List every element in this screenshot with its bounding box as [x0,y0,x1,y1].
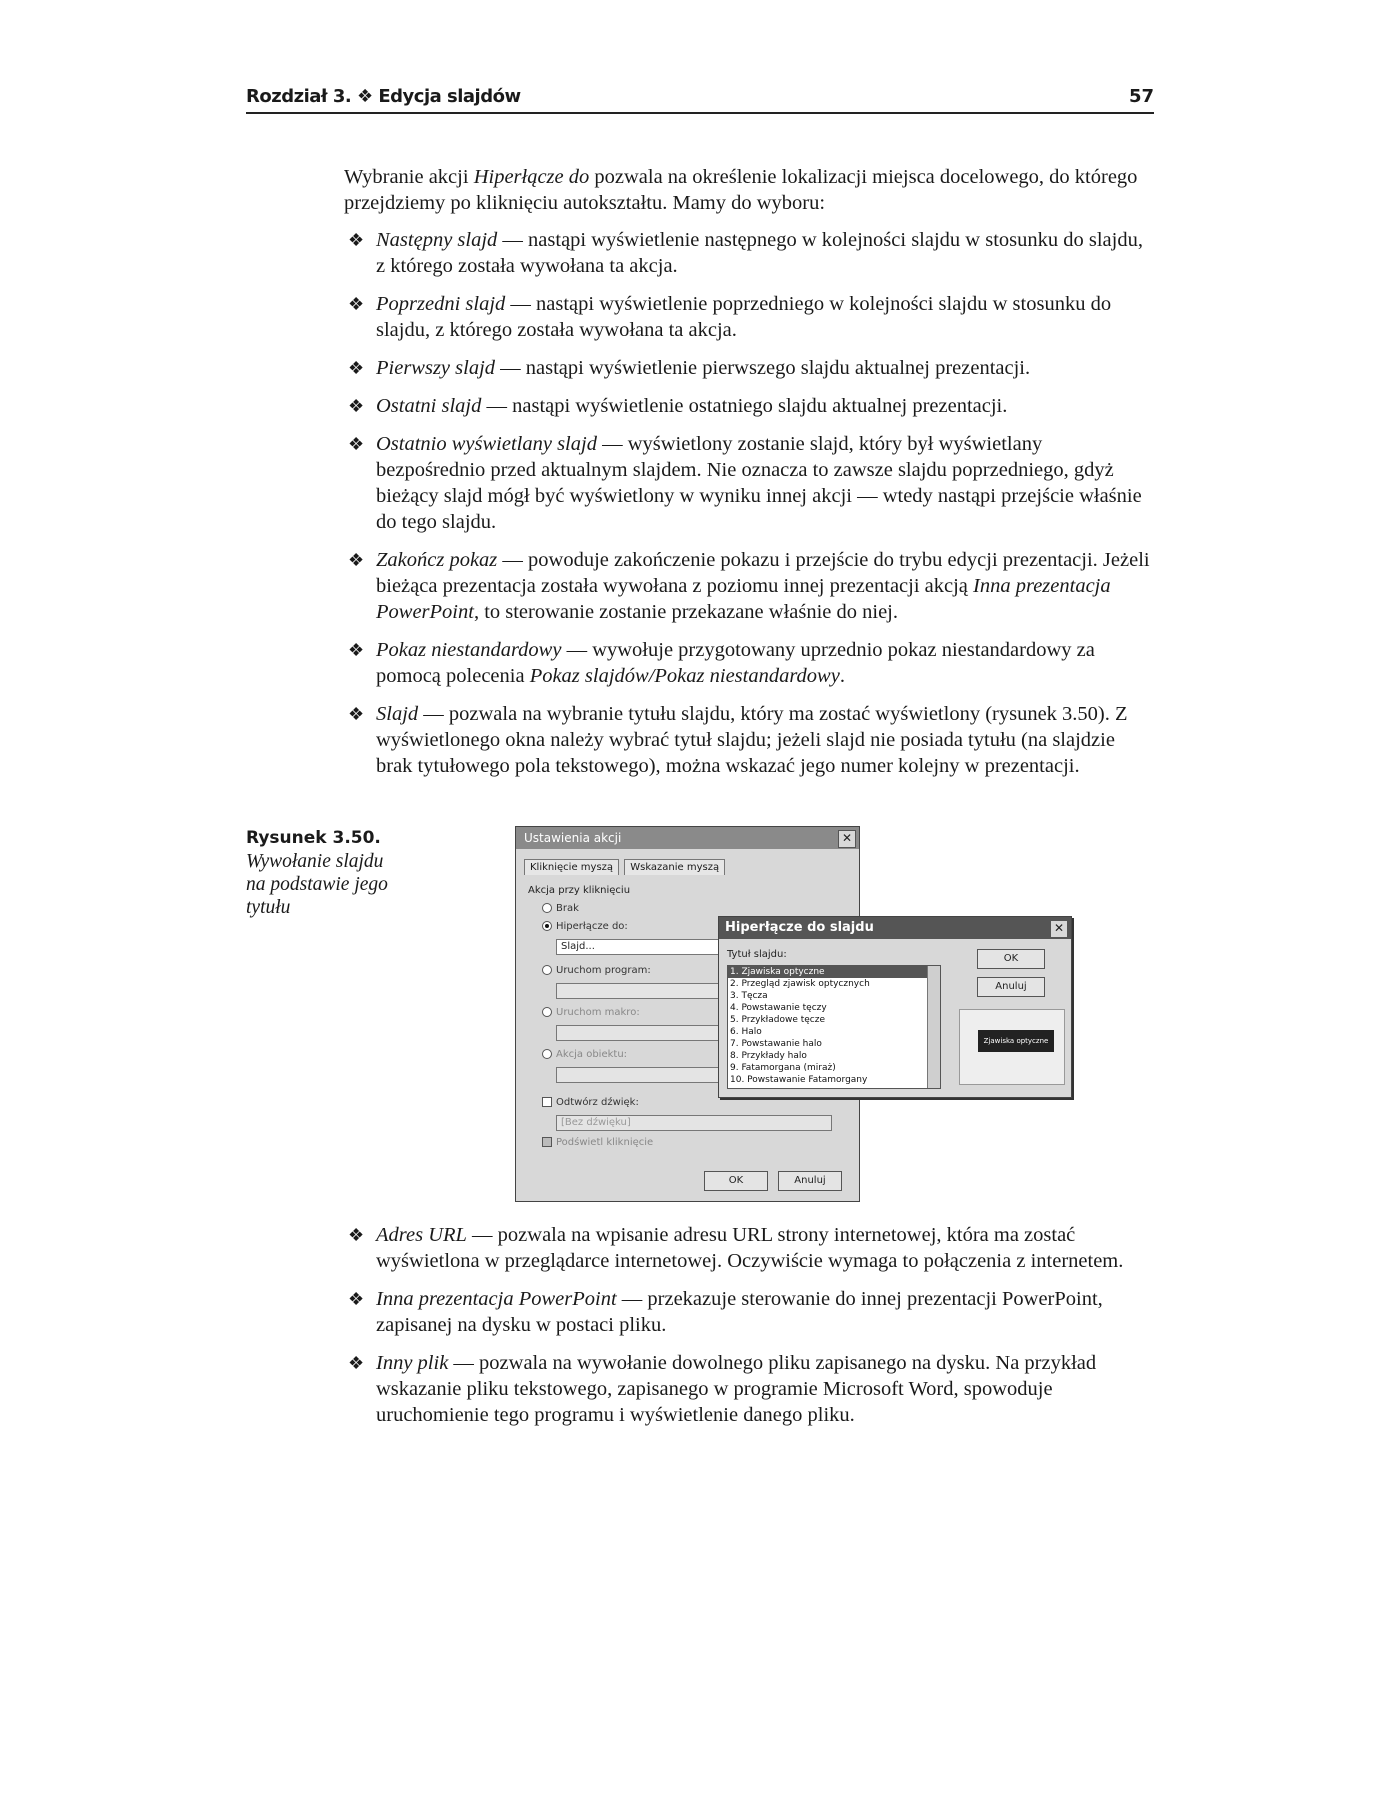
list-item [344,547,1154,625]
checkbox-icon [542,1137,552,1147]
dialog-title: Hiperłącze do slajdu [725,920,874,935]
radio-icon [542,903,552,913]
list-item[interactable]: 1. Zjawiska optyczne [728,966,940,978]
running-head [246,86,1154,114]
diamond-bullet-icon: ❖ [348,1353,365,1373]
checkbox-label: Podświetl kliknięcie [556,1137,654,1148]
list-item[interactable]: 4. Powstawanie tęczy [730,1003,827,1013]
item-desc: — wyświetlony zostanie slajd, który był wyświetlany bezpośrednio przed aktualnym slajdem. Nie oznacza to zawsze slajdu poprzedniego, gdyż bieżący slajd mógł być wyświetlony w wyniku innej akcji — wtedy nastąpi przejście właśnie do tego slajdu. [376,433,1142,533]
intro-term: Hiperłącze do [473,166,590,188]
ok-button[interactable]: OK [704,1171,768,1191]
intro-text: Wybranie akcji [344,166,474,188]
diamond-bullet-icon: ❖ [348,396,365,416]
list-item [344,1222,1154,1274]
cancel-button[interactable]: Anuluj [778,1171,842,1191]
tab-mouse-over[interactable]: Wskazanie myszą [624,859,725,875]
chapter-title: Rozdział 3. ❖ Edycja slajdów [246,86,521,107]
diamond-bullet-icon: ❖ [348,294,365,314]
checkbox-icon [542,1097,552,1107]
diamond-bullet-icon: ❖ [348,358,365,378]
item-term: Inna prezentacja PowerPoint [376,1288,617,1310]
item-desc: — wywołuje przygotowany uprzednio pokaz niestandardowy za pomocą polecenia [376,639,1095,687]
dialog-titlebar [719,917,1071,939]
item-desc-2: . [839,665,845,687]
close-icon[interactable]: ✕ [1050,920,1068,938]
checkbox-label: Odtwórz dźwięk: [556,1097,639,1108]
item-term-2: Pokaz slajdów/Pokaz niestandardowy [529,665,840,687]
item-term: Slajd [376,703,419,725]
list-item [344,355,1154,381]
item-desc: — powoduje zakończenie pokazu i przejście do trybu edycji prezentacji. Jeżeli bieżąca prezentacja została wywołana z poziomu innej prezentacji akcją [376,549,1150,597]
item-term: Ostatnio wyświetlany slajd [376,433,597,455]
radio-none[interactable] [542,903,579,914]
list-item [344,701,1154,779]
list-item[interactable]: 7. Powstawanie halo [730,1039,822,1049]
tab-bar [524,859,727,875]
item-term: Ostatni slajd [376,395,482,417]
radio-label: Brak [556,903,579,914]
list-item[interactable]: 2. Przegląd zjawisk optycznych [730,979,870,989]
action-list-2 [344,1222,1154,1440]
item-desc: — nastąpi wyświetlenie pierwszego slajdu aktualnej prezentacji. [495,357,1031,379]
hyperlink-select[interactable]: Slajd... [556,939,822,955]
diamond-bullet-icon: ❖ [348,704,365,724]
list-item [344,431,1154,535]
action-list-1 [344,227,1154,791]
hyperlink-to-slide-dialog [718,916,1072,1098]
list-item[interactable]: 10. Powstawanie Fatamorgany [730,1075,868,1085]
figure-description: Wywołanie slajdu na podstawie jego tytułu [246,851,388,918]
radio-run-program[interactable] [542,965,651,976]
radio-selected-icon [542,921,552,931]
item-desc-2: , to sterowanie zostanie przekazane właśnie do niej. [473,601,899,623]
highlight-checkbox[interactable] [542,1137,653,1148]
radio-hyperlink[interactable] [542,921,628,932]
figure-caption [246,826,406,919]
list-item [344,1286,1154,1338]
diamond-bullet-icon: ❖ [348,434,365,454]
figure-number: Rysunek 3.50. [246,828,381,848]
slide-title-label: Tytuł slajdu: [727,949,787,960]
item-term: Pokaz niestandardowy [376,639,562,661]
item-term: Adres URL [376,1224,467,1246]
diamond-bullet-icon: ❖ [348,1225,365,1245]
item-term: Zakończ pokaz [376,549,498,571]
list-item [344,637,1154,689]
cancel-button[interactable]: Anuluj [977,977,1045,997]
ok-button[interactable]: OK [977,949,1045,969]
radio-label: Hiperłącze do: [556,921,628,932]
dialog-titlebar [516,827,859,849]
slide-preview [959,1009,1065,1085]
item-desc: — pozwala na wywołanie dowolnego pliku zapisanego na dysku. Na przykład wskazanie pliku tekstowego, zapisanego w programie Microsoft Word, spowoduje uruchomienie tego programu i wyświetlenie danego pliku. [376,1352,1097,1426]
play-sound-checkbox[interactable] [542,1097,639,1108]
scrollbar[interactable] [927,966,940,1088]
preview-slide-title: Zjawiska optyczne [978,1030,1054,1052]
item-term: Pierwszy slajd [376,357,496,379]
page-number: 57 [1128,86,1154,107]
radio-icon [542,965,552,975]
sound-select[interactable]: [Bez dźwięku] [556,1115,832,1131]
item-desc: — nastąpi wyświetlenie następnego w kolejności slajdu w stosunku do slajdu, z którego została wywołana ta akcja. [376,229,1143,277]
list-item [344,227,1154,279]
radio-icon [542,1007,552,1017]
list-item [344,393,1154,419]
slide-title-list[interactable] [727,965,941,1089]
list-item[interactable]: 9. Fatamorgana (miraż) [730,1063,836,1073]
tab-mouse-click[interactable]: Kliknięcie myszą [524,859,619,875]
radio-icon [542,1049,552,1059]
item-desc: — pozwala na wybranie tytułu slajdu, który ma zostać wyświetlony (rysunek 3.50). Z wyświetlonego okna należy wybrać tytuł slajdu; jeżeli slajd nie posiada tytułu (na slajdzie brak tytułowego pola tekstowego), można wskazać jego numer kolejny w prezentacji. [376,703,1128,777]
item-term-2: Inna prezentacja PowerPoint [376,575,1111,623]
close-icon[interactable]: ✕ [838,830,856,848]
group-label: Akcja przy kliknięciu [528,885,631,896]
list-item[interactable]: 8. Przykłady halo [730,1051,807,1061]
list-item[interactable]: 6. Halo [730,1027,762,1037]
list-item[interactable]: 3. Tęcza [730,991,768,1001]
radio-label: Akcja obiektu: [556,1049,628,1060]
item-term: Poprzedni slajd [376,293,506,315]
item-desc: — pozwala na wpisanie adresu URL strony internetowej, która ma zostać wyświetlona w przeglądarce internetowej. Oczywiście wymaga to połączenia z internetem. [376,1224,1124,1272]
list-item [344,1350,1154,1428]
item-desc: — nastąpi wyświetlenie poprzedniego w kolejności slajdu w stosunku do slajdu, z którego została wywołana ta akcja. [376,293,1112,341]
item-desc: — nastąpi wyświetlenie ostatniego slajdu aktualnej prezentacji. [481,395,1008,417]
diamond-bullet-icon: ❖ [348,230,365,250]
list-item [344,291,1154,343]
radio-run-macro[interactable] [542,1007,640,1018]
item-term: Inny plik [376,1352,449,1374]
dialog-title: Ustawienia akcji [524,831,622,845]
list-item[interactable]: 5. Przykładowe tęcze [730,1015,826,1025]
radio-label: Uruchom makro: [556,1007,640,1018]
item-term: Następny slajd [376,229,498,251]
diamond-bullet-icon: ❖ [348,1289,365,1309]
intro-paragraph [344,164,1154,216]
radio-label: Uruchom program: [556,965,651,976]
diamond-bullet-icon: ❖ [348,640,365,660]
intro-text-after: pozwala na określenie lokalizacji miejsca docelowego, do którego przejdziemy po kliknięciu autokształtu. Mamy do wyboru: [344,166,1138,214]
item-desc: — przekazuje sterowanie do innej prezentacji PowerPoint, zapisanej na dysku w postaci pliku. [376,1288,1103,1336]
radio-object-action[interactable] [542,1049,627,1060]
diamond-bullet-icon: ❖ [348,550,365,570]
